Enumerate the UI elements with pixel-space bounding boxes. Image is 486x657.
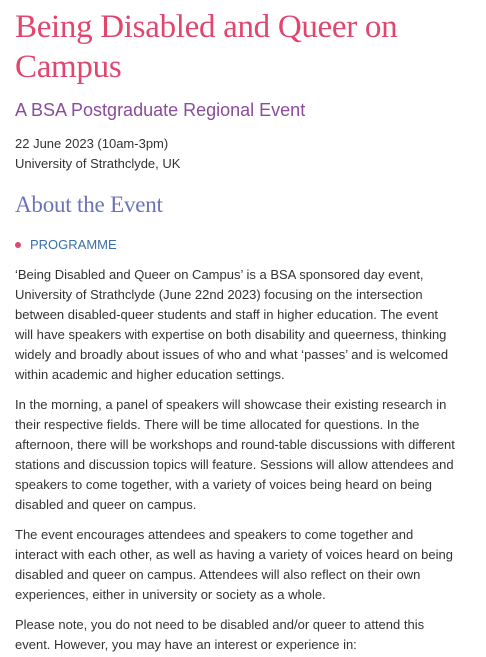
event-meta xyxy=(15,134,455,174)
page-title: Being Disabled and Queer on Campus xyxy=(15,9,398,85)
about-paragraph-4: Please note, you do not need to be disabled and/or queer to attend this event. However, you may have an interest or experience in: xyxy=(15,617,425,652)
about-paragraph-3: The event encourages attendees and speakers to come together and interact with each other, as well as having a variety of voices heard on being disabled and queer on campus. Attendees will also reflect on their own experiences, either in university or society as a whole. xyxy=(15,527,453,602)
page-subtitle: A BSA Postgraduate Regional Event xyxy=(15,100,306,120)
programme-link[interactable]: PROGRAMME xyxy=(30,237,117,252)
event-location: University of Strathclyde, UK xyxy=(15,156,181,171)
about-paragraph-2: In the morning, a panel of speakers will showcase their existing research in their respective fields. There will be time allocated for questions. In the afternoon, there will be workshops and round-table discussions with different stations and discussion topics will feature. Sessions will allow attendees and speakers to come together, with a variety of voices being heard on being disabled and queer on campus. xyxy=(15,397,455,512)
bullet-dot-icon xyxy=(15,242,21,248)
event-page xyxy=(15,0,455,655)
about-paragraph-1: ‘Being Disabled and Queer on Campus’ is a BSA sponsored day event, University of Strathclyde (June 22nd 2023) focusing on the intersection between disabled-queer students and staff in higher education. The event will have speakers with expertise on both disability and queerness, thinking widely and broadly about issues of who and what ‘passes’ and is welcomed within academic and higher education settings. xyxy=(15,267,449,382)
about-heading: About the Event xyxy=(15,192,163,217)
event-date: 22 June 2023 (10am-3pm) xyxy=(15,136,169,151)
programme-item[interactable] xyxy=(15,236,455,254)
